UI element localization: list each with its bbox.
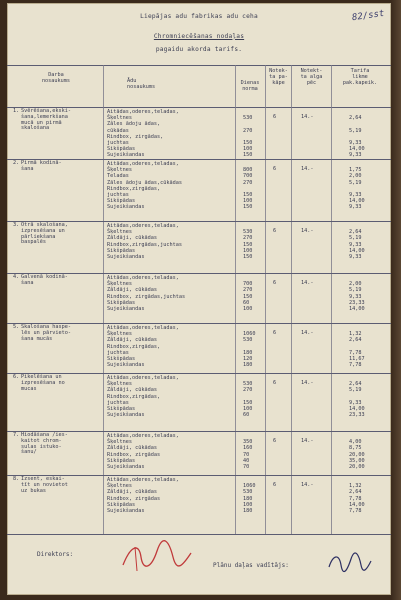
hide-line bbox=[7, 281, 391, 287]
daily-norm: 120 bbox=[243, 356, 253, 362]
work-title: Hiodāšana /ies- kaitot chrom- sulas istuko- šanu/ bbox=[21, 432, 68, 456]
hide-line bbox=[7, 387, 391, 393]
tariff-rate: 14,00 bbox=[349, 146, 365, 153]
hide-line bbox=[7, 362, 391, 368]
hide-line bbox=[7, 406, 391, 412]
hide-name: Rindbox, zirgādas,juchtas bbox=[107, 293, 186, 300]
hide-line bbox=[7, 180, 391, 186]
hide-name: Teladas bbox=[107, 173, 129, 180]
hide-line bbox=[7, 439, 391, 445]
hide-line bbox=[7, 300, 391, 306]
hide-name: Sikšpādas bbox=[107, 198, 136, 205]
tariff-rate: 9,33 bbox=[349, 241, 362, 248]
tariff-rate: 1,32 bbox=[349, 331, 362, 338]
hide-name: Zāldāji, cūkādas bbox=[107, 337, 157, 344]
hide-name: Šķeltnes bbox=[107, 229, 132, 236]
column-header-hides: Ādu nosaukums bbox=[127, 78, 156, 90]
hide-name: juchtas bbox=[107, 399, 129, 406]
work-title: Otrā skalošana, izpresēšana un pārliekšana baspalēs bbox=[21, 222, 68, 246]
hide-name: Sikšpādas bbox=[107, 146, 136, 153]
daily-norm: 150 bbox=[243, 293, 253, 300]
hide-line bbox=[7, 502, 391, 508]
hide-line bbox=[7, 375, 391, 381]
pay-grade: 6 bbox=[273, 166, 277, 173]
hide-name: Sikšpādas bbox=[107, 501, 136, 508]
work-title: Pirmā kodinā- šana bbox=[21, 160, 62, 172]
tariff-rate: 5,19 bbox=[349, 127, 362, 134]
hide-name: Aitādas,oderes,teladas, bbox=[107, 223, 179, 229]
hide-name: cūkādas bbox=[107, 127, 129, 134]
hide-line bbox=[7, 134, 391, 140]
pay-grade: 6 bbox=[273, 438, 277, 445]
tariff-rate: 2,64 bbox=[349, 381, 362, 388]
column-header-rate: Tarifa likme pak.kapeik. bbox=[342, 68, 378, 86]
hide-line bbox=[7, 109, 391, 115]
hide-name: Sikšpādas bbox=[107, 356, 136, 362]
daily-norm: 150 bbox=[243, 140, 253, 146]
row-number: 5. bbox=[13, 324, 20, 330]
hide-name: Aitādas,oderes,teladas, bbox=[107, 109, 179, 115]
tariff-rate: 20,00 bbox=[349, 464, 365, 470]
work-title: Svērēšana,ekski- šana,lemerkšana mucā un pirmā skalošana bbox=[21, 108, 71, 132]
pay-grade: 6 bbox=[273, 482, 277, 489]
hide-line bbox=[7, 445, 391, 451]
hourly-wage: 14.- bbox=[301, 114, 314, 121]
hide-name: Zāldāji, cūkādas bbox=[107, 445, 157, 452]
hide-name: Šķeltnes bbox=[107, 281, 132, 288]
tariff-rate: 4,00 bbox=[349, 439, 362, 446]
daily-norm: 100 bbox=[243, 406, 253, 412]
hide-line bbox=[7, 167, 391, 173]
hide-name: Šķeltnes bbox=[107, 483, 132, 490]
tariff-rate: 9,33 bbox=[349, 152, 362, 159]
daily-norm: 100 bbox=[243, 198, 253, 205]
work-title: Izsent, eskai- tīt un novietot uz bukas bbox=[21, 476, 68, 494]
tariff-rate: 2,64 bbox=[349, 489, 362, 496]
director-signature bbox=[117, 535, 197, 575]
hide-name: Rindbox,zirgādas,juchtas bbox=[107, 241, 182, 248]
daily-norm: 180 bbox=[243, 362, 253, 369]
pay-grade: 6 bbox=[273, 380, 277, 387]
tariff-rate: 14,00 bbox=[349, 198, 365, 205]
pay-grade: 6 bbox=[273, 228, 277, 235]
daily-norm: 530 bbox=[243, 489, 253, 496]
hide-name: Sikšpādas bbox=[107, 299, 136, 306]
tariff-rate: 5,19 bbox=[349, 179, 362, 186]
hide-name: Zāldāji, cūkādas bbox=[107, 235, 157, 242]
daily-norm: 700 bbox=[243, 173, 253, 180]
hide-name: juchtas bbox=[107, 349, 129, 356]
hide-line bbox=[7, 337, 391, 343]
hide-name: Sujeikšandas bbox=[107, 464, 145, 470]
row-divider bbox=[7, 323, 391, 324]
hide-line bbox=[7, 140, 391, 146]
hide-name: juchtas bbox=[107, 140, 129, 146]
row-divider bbox=[7, 221, 391, 222]
column-header-grade: Notek- ta pa- kāpe bbox=[269, 68, 288, 86]
pay-grade: 6 bbox=[273, 330, 277, 337]
hide-line bbox=[7, 146, 391, 152]
hide-name: Sujeikšandas bbox=[107, 508, 145, 514]
hide-line bbox=[7, 483, 391, 489]
work-title: Galvenā kodinā- šana bbox=[21, 274, 68, 286]
tariff-rate: 2,64 bbox=[349, 337, 362, 344]
hide-name: Sikšpādas bbox=[107, 406, 136, 412]
hourly-wage: 14.- bbox=[301, 330, 314, 337]
tariff-rate: 14,00 bbox=[349, 306, 365, 312]
hide-line bbox=[7, 331, 391, 337]
tariff-rate: 14,00 bbox=[349, 501, 365, 508]
daily-norm: 150 bbox=[243, 192, 253, 198]
daily-norm: 270 bbox=[243, 235, 253, 242]
hide-name: Rindbox,zirgādas, bbox=[107, 343, 161, 350]
hide-line bbox=[7, 287, 391, 293]
hide-line bbox=[7, 242, 391, 248]
tariff-rate: 9,33 bbox=[349, 399, 362, 406]
daily-norm: 150 bbox=[243, 254, 253, 260]
daily-norm: 150 bbox=[243, 152, 253, 159]
tariff-rate: 8,75 bbox=[349, 445, 362, 452]
daily-norm: 180 bbox=[243, 349, 253, 356]
table-bottom-rule bbox=[7, 534, 391, 535]
hide-name: Sikšpādas bbox=[107, 247, 136, 254]
hide-name: Sujeikšandas bbox=[107, 412, 145, 419]
tariff-rate: 7,78 bbox=[349, 362, 362, 369]
daily-norm: 160 bbox=[243, 445, 253, 452]
hide-line bbox=[7, 248, 391, 254]
tariff-rate: 9,33 bbox=[349, 254, 362, 260]
hide-line bbox=[7, 433, 391, 439]
tariff-rate: 2,64 bbox=[349, 229, 362, 236]
daily-norm: 530 bbox=[243, 115, 253, 122]
daily-norm: 1060 bbox=[243, 331, 256, 338]
plan-head-signature bbox=[325, 549, 375, 575]
daily-norm: 60 bbox=[243, 412, 250, 419]
hide-line bbox=[7, 356, 391, 362]
hide-name: Zāldāji, cūkādas bbox=[107, 489, 157, 496]
row-number: 6. bbox=[13, 374, 20, 380]
tariff-rate: 11,67 bbox=[349, 356, 365, 362]
hide-line bbox=[7, 204, 391, 210]
hide-line bbox=[7, 452, 391, 458]
table-top-rule bbox=[7, 65, 391, 66]
pay-grade: 6 bbox=[273, 280, 277, 287]
pay-grade: 6 bbox=[273, 114, 277, 121]
hide-line bbox=[7, 161, 391, 167]
daily-norm: 40 bbox=[243, 457, 250, 464]
hide-line bbox=[7, 489, 391, 495]
hide-name: Šķeltnes bbox=[107, 439, 132, 446]
hide-line bbox=[7, 115, 391, 121]
hourly-wage: 14.- bbox=[301, 380, 314, 387]
row-divider bbox=[7, 431, 391, 432]
tariff-rate: 7,78 bbox=[349, 495, 362, 502]
hide-line bbox=[7, 173, 391, 179]
hide-name: juchtas bbox=[107, 192, 129, 198]
tariff-rate: 9,33 bbox=[349, 293, 362, 300]
hide-name: Sujeikšandas bbox=[107, 254, 145, 260]
daily-norm: 100 bbox=[243, 306, 253, 312]
daily-norm: 270 bbox=[243, 287, 253, 294]
row-divider bbox=[7, 373, 391, 374]
daily-norm: 150 bbox=[243, 241, 253, 248]
hide-line bbox=[7, 394, 391, 400]
daily-norm: 270 bbox=[243, 387, 253, 394]
daily-norm: 100 bbox=[243, 146, 253, 153]
daily-norm: 530 bbox=[243, 337, 253, 344]
hide-line bbox=[7, 128, 391, 134]
daily-norm: 100 bbox=[243, 501, 253, 508]
hide-name: Sujeikšandas bbox=[107, 204, 145, 211]
hide-line bbox=[7, 223, 391, 229]
daily-norm: 1060 bbox=[243, 483, 256, 490]
header-line-3: pagaidu akorda tarifs. bbox=[155, 46, 243, 53]
row-divider bbox=[7, 273, 391, 274]
hide-name: Rindbox, zirgādas bbox=[107, 451, 161, 458]
tariff-rate: 23,33 bbox=[349, 299, 365, 306]
row-number: 2. bbox=[13, 160, 20, 166]
daily-norm: 180 bbox=[243, 495, 253, 502]
hide-name: Rindbox,zirgādas, bbox=[107, 393, 161, 400]
hourly-wage: 14.- bbox=[301, 166, 314, 173]
hide-name: Zāles ādoju ādas, bbox=[107, 121, 161, 128]
hide-line bbox=[7, 152, 391, 158]
daily-norm: 270 bbox=[243, 179, 253, 186]
hide-line bbox=[7, 306, 391, 312]
hide-name: Aitādas,oderes,teladas, bbox=[107, 375, 179, 381]
work-title: Pikelēšana un izpresēšana no mucas bbox=[21, 374, 65, 392]
hide-name: Zāles ādoju ādas,cūkādas bbox=[107, 179, 182, 186]
row-divider bbox=[7, 159, 391, 160]
tariff-rate: 2,64 bbox=[349, 115, 362, 122]
hide-name: Šķeltnes bbox=[107, 381, 132, 388]
hide-line bbox=[7, 412, 391, 418]
hourly-wage: 14.- bbox=[301, 438, 314, 445]
daily-norm: 180 bbox=[243, 508, 253, 514]
daily-norm: 530 bbox=[243, 381, 253, 388]
work-title: Skalošana haspe- lēs un pārvieto- šana mucās bbox=[21, 324, 71, 342]
hide-line bbox=[7, 192, 391, 198]
hide-line bbox=[7, 121, 391, 127]
daily-norm: 350 bbox=[243, 439, 253, 446]
row-divider bbox=[7, 475, 391, 476]
row-number: 1. bbox=[13, 108, 20, 114]
tariff-rate: 20,00 bbox=[349, 451, 365, 458]
hide-name: Zāldāji, cūkādas bbox=[107, 287, 157, 294]
hide-line bbox=[7, 508, 391, 514]
hide-line bbox=[7, 186, 391, 192]
hide-name: Rindbox, zirgādas bbox=[107, 495, 161, 502]
tariff-rate: 7,78 bbox=[349, 508, 362, 514]
hide-line bbox=[7, 229, 391, 235]
document-page bbox=[7, 3, 391, 595]
daily-norm: 800 bbox=[243, 167, 253, 174]
hide-name: Aitādas,oderes,teladas, bbox=[107, 161, 179, 167]
tariff-rate: 5,19 bbox=[349, 235, 362, 242]
hide-line bbox=[7, 477, 391, 483]
hide-line bbox=[7, 344, 391, 350]
daily-norm: 530 bbox=[243, 229, 253, 236]
hide-name: Aitādas,oderes,teladas, bbox=[107, 433, 179, 439]
hide-line bbox=[7, 275, 391, 281]
hide-name: Aitādas,oderes,teladas, bbox=[107, 325, 179, 331]
binding-edge bbox=[391, 0, 401, 600]
tariff-rate: 1,32 bbox=[349, 483, 362, 490]
daily-norm: 150 bbox=[243, 399, 253, 406]
hide-name: Šķeltnes bbox=[107, 167, 132, 174]
daily-norm: 70 bbox=[243, 451, 250, 458]
director-label: Direktors: bbox=[37, 551, 74, 558]
hide-name: Sikšpādas bbox=[107, 457, 136, 464]
hide-name: Sujeikšandas bbox=[107, 306, 145, 312]
hide-name: Šķeltnes bbox=[107, 331, 132, 338]
hide-name: Aitādas,oderes,teladas, bbox=[107, 477, 179, 483]
row-number: 3. bbox=[13, 222, 20, 228]
tariff-rate: 7,78 bbox=[349, 349, 362, 356]
tariff-rate: 2,00 bbox=[349, 281, 362, 288]
tariff-rate: 35,00 bbox=[349, 457, 365, 464]
hide-line bbox=[7, 381, 391, 387]
plan-head-label: Plānu daļas vadītājs: bbox=[213, 562, 289, 569]
hide-line bbox=[7, 350, 391, 356]
hourly-wage: 14.- bbox=[301, 280, 314, 287]
hide-line bbox=[7, 325, 391, 331]
hide-name: Rindbox, zirgādas, bbox=[107, 133, 164, 140]
hide-line bbox=[7, 254, 391, 260]
archive-stamp: 82/sst bbox=[351, 8, 386, 24]
tariff-rate: 1,75 bbox=[349, 167, 362, 174]
row-number: 7. bbox=[13, 432, 20, 438]
hide-line bbox=[7, 235, 391, 241]
hide-name: Šķeltnes bbox=[107, 115, 132, 122]
hourly-wage: 14.- bbox=[301, 228, 314, 235]
tariff-rate: 14,00 bbox=[349, 406, 365, 412]
tariff-rate: 9,33 bbox=[349, 192, 362, 198]
hide-line bbox=[7, 458, 391, 464]
hide-name: Zāldāji, cūkādas bbox=[107, 387, 157, 394]
column-header-norm: Dienas norma bbox=[240, 80, 260, 92]
daily-norm: 270 bbox=[243, 127, 253, 134]
daily-norm: 60 bbox=[243, 299, 250, 306]
tariff-rate: 9,33 bbox=[349, 204, 362, 211]
column-header-work: Darba nosaukums bbox=[41, 72, 71, 84]
daily-norm: 100 bbox=[243, 247, 253, 254]
daily-norm: 150 bbox=[243, 204, 253, 211]
hourly-wage: 14.- bbox=[301, 482, 314, 489]
hide-name: Aitādas,oderes,teladas, bbox=[107, 275, 179, 281]
row-number: 4. bbox=[13, 274, 20, 280]
hide-name: Rindbox,zirgādas, bbox=[107, 185, 161, 192]
tariff-rate: 9,33 bbox=[349, 140, 362, 146]
tariff-rate: 14,00 bbox=[349, 247, 365, 254]
hide-line bbox=[7, 198, 391, 204]
daily-norm: 70 bbox=[243, 464, 250, 470]
header-line-1: Liepājas adu fabrikas adu ceha bbox=[140, 13, 258, 20]
hide-line bbox=[7, 496, 391, 502]
tariff-rate: 23,33 bbox=[349, 412, 365, 419]
header-line-2: Chromniecēšanas nodaļas bbox=[153, 33, 245, 40]
daily-norm: 700 bbox=[243, 281, 253, 288]
hide-line bbox=[7, 400, 391, 406]
tariff-rate: 2,00 bbox=[349, 173, 362, 180]
tariff-rate: 5,19 bbox=[349, 387, 362, 394]
tariff-rate: 5,19 bbox=[349, 287, 362, 294]
hide-name: Sujeikšandas bbox=[107, 362, 145, 369]
column-header-wage: Notekt- ta alga pēc bbox=[300, 68, 323, 86]
hide-name: Sujeikšandas bbox=[107, 152, 145, 159]
hide-line bbox=[7, 294, 391, 300]
hide-line bbox=[7, 464, 391, 470]
row-number: 8. bbox=[13, 476, 20, 482]
